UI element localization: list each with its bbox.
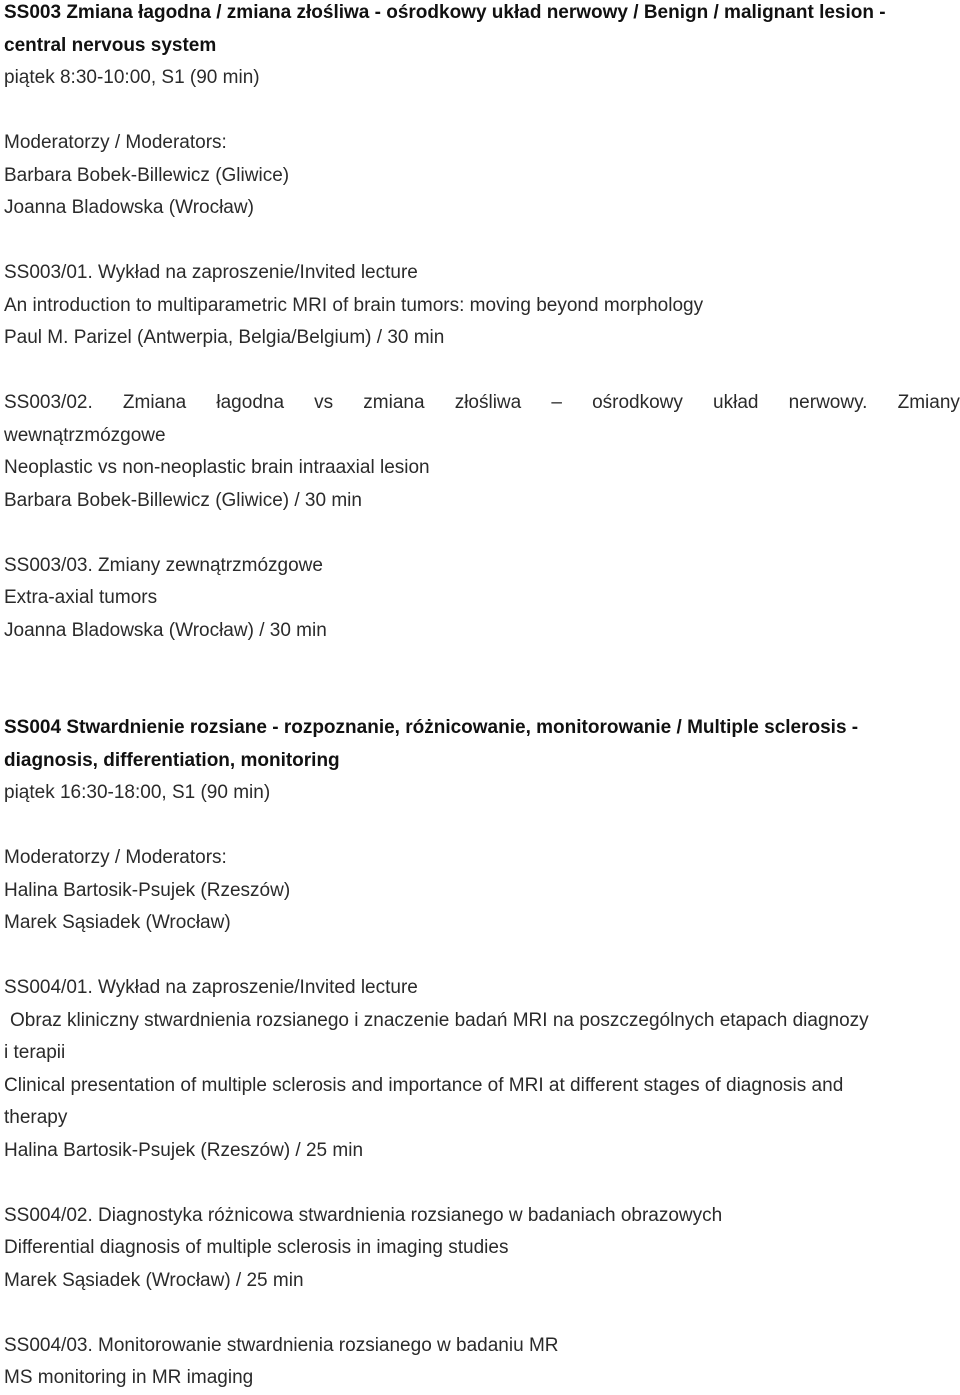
talk-speaker: Joanna Bladowska (Wrocław) / 30 min: [4, 619, 327, 641]
word: vs: [314, 392, 334, 413]
talk-ss003-01: [4, 257, 960, 355]
talk-code-title: SS004/02. Diagnostyka różnicowa stwardnienia rozsianego w badaniach obrazowych: [4, 1204, 723, 1226]
session-title-continued: central nervous system: [4, 34, 217, 56]
program-page: [4, 0, 960, 1395]
talk-subtitle: Neoplastic vs non-neoplastic brain intraaxial lesion: [4, 457, 430, 478]
word: złośliwa: [454, 392, 522, 413]
word: łagodna: [216, 392, 285, 413]
talk-subtitle: Extra-axial tumors: [4, 587, 158, 608]
talk-ss004-03: [4, 1330, 960, 1395]
word: zmiana: [363, 392, 425, 413]
talk-subtitle: MS monitoring in MR imaging: [4, 1367, 254, 1388]
talk-subtitle: An introduction to multiparametric MRI of brain tumors: moving beyond morphology: [4, 294, 704, 316]
word: układ: [713, 392, 759, 413]
talk-code-title: SS003/03. Zmiany zewnątrzmózgowe: [4, 554, 323, 576]
word: nerwowy.: [788, 392, 868, 413]
moderator-name: Marek Sąsiadek (Wrocław): [4, 912, 231, 933]
talk-subtitle: Differential diagnosis of multiple sclerosis in imaging studies: [4, 1237, 509, 1258]
talk-code-title-continued: wewnątrzmózgowe: [4, 424, 166, 446]
word: Zmiana: [122, 392, 187, 413]
word: –: [551, 392, 562, 413]
talk-speaker: Paul M. Parizel (Antwerpia, Belgia/Belgium) / 30 min: [4, 327, 445, 348]
talk-title-pl-continued: i terapii: [4, 1042, 66, 1063]
moderator-name: Barbara Bobek-Billewicz (Gliwice): [4, 164, 290, 186]
talk-speaker: Barbara Bobek-Billewicz (Gliwice) / 30 min: [4, 489, 362, 511]
talk-title-pl: Obraz kliniczny stwardnienia rozsianego i znaczenie badań MRI na poszczególnych etapach diagnozy: [10, 1009, 869, 1031]
session-ss004: [4, 712, 960, 1395]
session-title: SS003 Zmiana łagodna / zmiana złośliwa - ośrodkowy układ nerwowy / Benign / malignant lesion -: [4, 2, 886, 23]
session-ss003: [4, 0, 960, 647]
talk-code-title: SS004/01. Wykład na zaproszenie/Invited lecture: [4, 977, 418, 998]
talk-title-en-continued: therapy: [4, 1107, 68, 1128]
talk-ss003-02: [4, 387, 960, 517]
word: SS003/02.: [4, 392, 93, 413]
talk-code-title: SS004/03. Monitorowanie stwardnienia rozsianego w badaniu MR: [4, 1334, 559, 1356]
word: Zmiany: [897, 392, 960, 413]
session-title: SS004 Stwardnienie rozsiane - rozpoznanie, różnicowanie, monitorowanie / Multiple sclerosis -: [4, 717, 859, 738]
talk-code-title: SS003/01. Wykład na zaproszenie/Invited lecture: [4, 262, 418, 283]
talk-speaker: Halina Bartosik-Psujek (Rzeszów) / 25 min: [4, 1139, 364, 1161]
word: ośrodkowy: [592, 392, 683, 413]
talk-speaker: Marek Sąsiadek (Wrocław) / 25 min: [4, 1269, 304, 1291]
talk-ss004-01: [4, 972, 960, 1167]
session-time: piątek 16:30-18:00, S1 (90 min): [4, 782, 271, 803]
talk-ss004-02: [4, 1200, 960, 1298]
talk-ss003-03: [4, 550, 960, 648]
moderators-label: Moderatorzy / Moderators:: [4, 847, 227, 868]
moderator-name: Halina Bartosik-Psujek (Rzeszów): [4, 879, 291, 901]
session-time: piątek 8:30-10:00, S1 (90 min): [4, 67, 260, 88]
talk-title-en: Clinical presentation of multiple sclerosis and importance of MRI at different stages of diagnosis and: [4, 1074, 844, 1096]
moderators-label: Moderatorzy / Moderators:: [4, 132, 227, 153]
talk-code-title: [4, 387, 960, 420]
moderator-name: Joanna Bladowska (Wrocław): [4, 197, 254, 218]
session-title-continued: diagnosis, differentiation, monitoring: [4, 749, 340, 771]
